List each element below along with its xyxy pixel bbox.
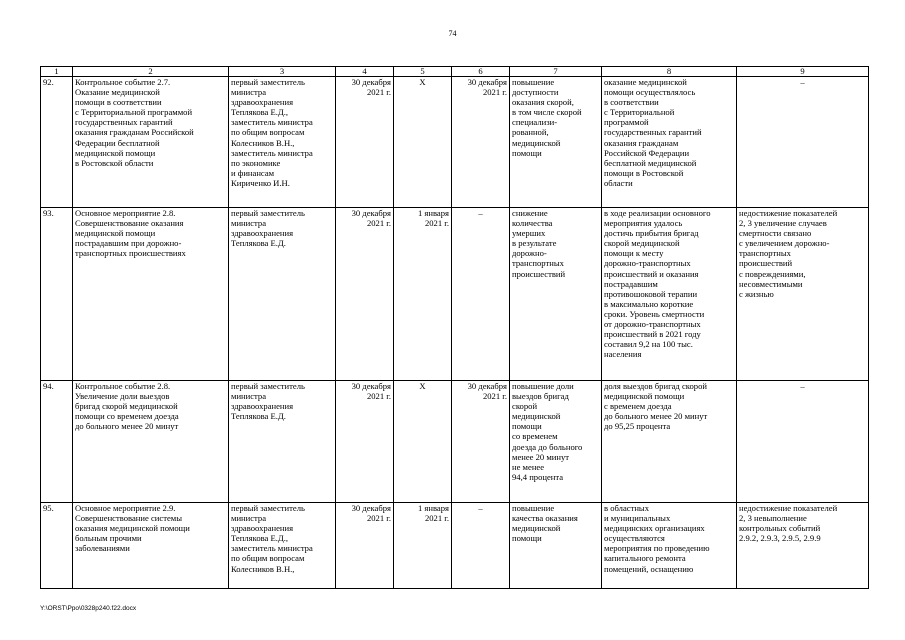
plan-date: 30 декабря 2021 г. [336,77,394,208]
report-table [40,66,869,589]
column-header: 2 [73,67,229,77]
page-number: 74 [448,29,457,38]
start-date: X [394,77,452,208]
activity-name: Основное мероприятие 2.9. Совершенствование системы оказания медицинской помощи больным прочими заболеваниями [73,503,229,589]
column-header: 1 [41,67,73,77]
column-header: 5 [394,67,452,77]
actual-result: доля выездов бригад скорой медицинской помощи с временем доезда до больного менее 20 минут до 95,25 процента [602,381,737,503]
plan-date: 30 декабря 2021 г. [336,503,394,589]
problems: – [737,77,869,208]
responsible-person-text: первый заместитель министра здравоохранения Теплякова Е.Д., заместитель министра по общим вопросам Колесников В.Н., [231,503,313,574]
row-number: 93. [41,208,73,381]
end-date: 30 декабря 2021 г. [452,381,510,503]
plan-date: 30 декабря 2021 г. [336,381,394,503]
actual-result: оказание медицинской помощи осуществлялось в соответствии с Территориальной программой государственных гарантий оказания гражданам Российской Федерации бесплатной медицинской помощи в Ростовской области [602,77,737,208]
file-path-footer: Y:\ORST\Ppo\0328p240.f22.docx [40,605,137,612]
row-number: 94. [41,381,73,503]
responsible-person [229,503,336,589]
row-number: 95. [41,503,73,589]
activity-name: Основное мероприятие 2.8. Совершенствование оказания медицинской помощи пострадавшим при дорожно- транспортных происшествиях [73,208,229,381]
actual-result [602,503,737,589]
responsible-person: первый заместитель министра здравоохранения Теплякова Е.Д., заместитель министра по общим вопросам Колесников В.Н., заместитель министра по экономике и финансам Кириченко И.Н. [229,77,336,208]
actual-result-text: в областных и муниципальных медицинских организациях осуществляются мероприятия по проведению капитального ремонта помещений, оснащению [604,503,710,574]
column-header: 7 [510,67,602,77]
table-row [41,381,869,503]
column-header: 6 [452,67,510,77]
expected-result: повышение качества оказания медицинской помощи [510,503,602,589]
plan-date: 30 декабря 2021 г. [336,208,394,381]
activity-name: Контрольное событие 2.8. Увеличение доли выездов бригад скорой медицинской помощи со временем доезда до больного менее 20 минут [73,381,229,503]
start-date: X [394,381,452,503]
expected-result: снижение количества умерших в результате дорожно- транспортных происшествий [510,208,602,381]
table-row [41,503,869,589]
column-header: 3 [229,67,336,77]
row-number: 92. [41,77,73,208]
table-row [41,208,869,381]
problems: недостижение показателей 2, 3 невыполнение контрольных событий 2.9.2, 2.9.3, 2.9.5, 2.9.9 [737,503,869,589]
end-date: – [452,503,510,589]
expected-result: повышение доли выездов бригад скорой медицинской помощи со временем доезда до больного менее 20 минут не менее 94,4 процента [510,381,602,503]
column-header: 9 [737,67,869,77]
column-header: 8 [602,67,737,77]
actual-result: в ходе реализации основного мероприятия удалось достичь прибытия бригад скорой медицинской помощи к месту дорожно-транспортных происшествий и оказания пострадавшим противошоковой терапии в максимально короткие сроки. Уровень смертности от дорожно-транспортных происшествий в 2021 году составил 9,2 на 100 тыс. населения [602,208,737,381]
responsible-person: первый заместитель министра здравоохранения Теплякова Е.Д. [229,208,336,381]
end-date: 30 декабря 2021 г. [452,77,510,208]
column-number-row [41,67,869,77]
expected-result: повышение доступности оказания скорой, в том числе скорой специализи- рованной, медицинской помощи [510,77,602,208]
start-date: 1 января 2021 г. [394,208,452,381]
problems: недостижение показателей 2, 3 увеличение случаев смертности связано с увеличением дорожно- транспортных происшествий с повреждениями, несовместимыми с жизнью [737,208,869,381]
column-header: 4 [336,67,394,77]
responsible-person: первый заместитель министра здравоохранения Теплякова Е.Д. [229,381,336,503]
end-date: – [452,208,510,381]
activity-name: Контрольное событие 2.7. Оказание медицинской помощи в соответствии с Территориальной программой государственных гарантий оказания гражданам Российской Федерации бесплатной медицинской помощи в Ростовской области [73,77,229,208]
table-row [41,77,869,208]
start-date: 1 января 2021 г. [394,503,452,589]
problems: – [737,381,869,503]
